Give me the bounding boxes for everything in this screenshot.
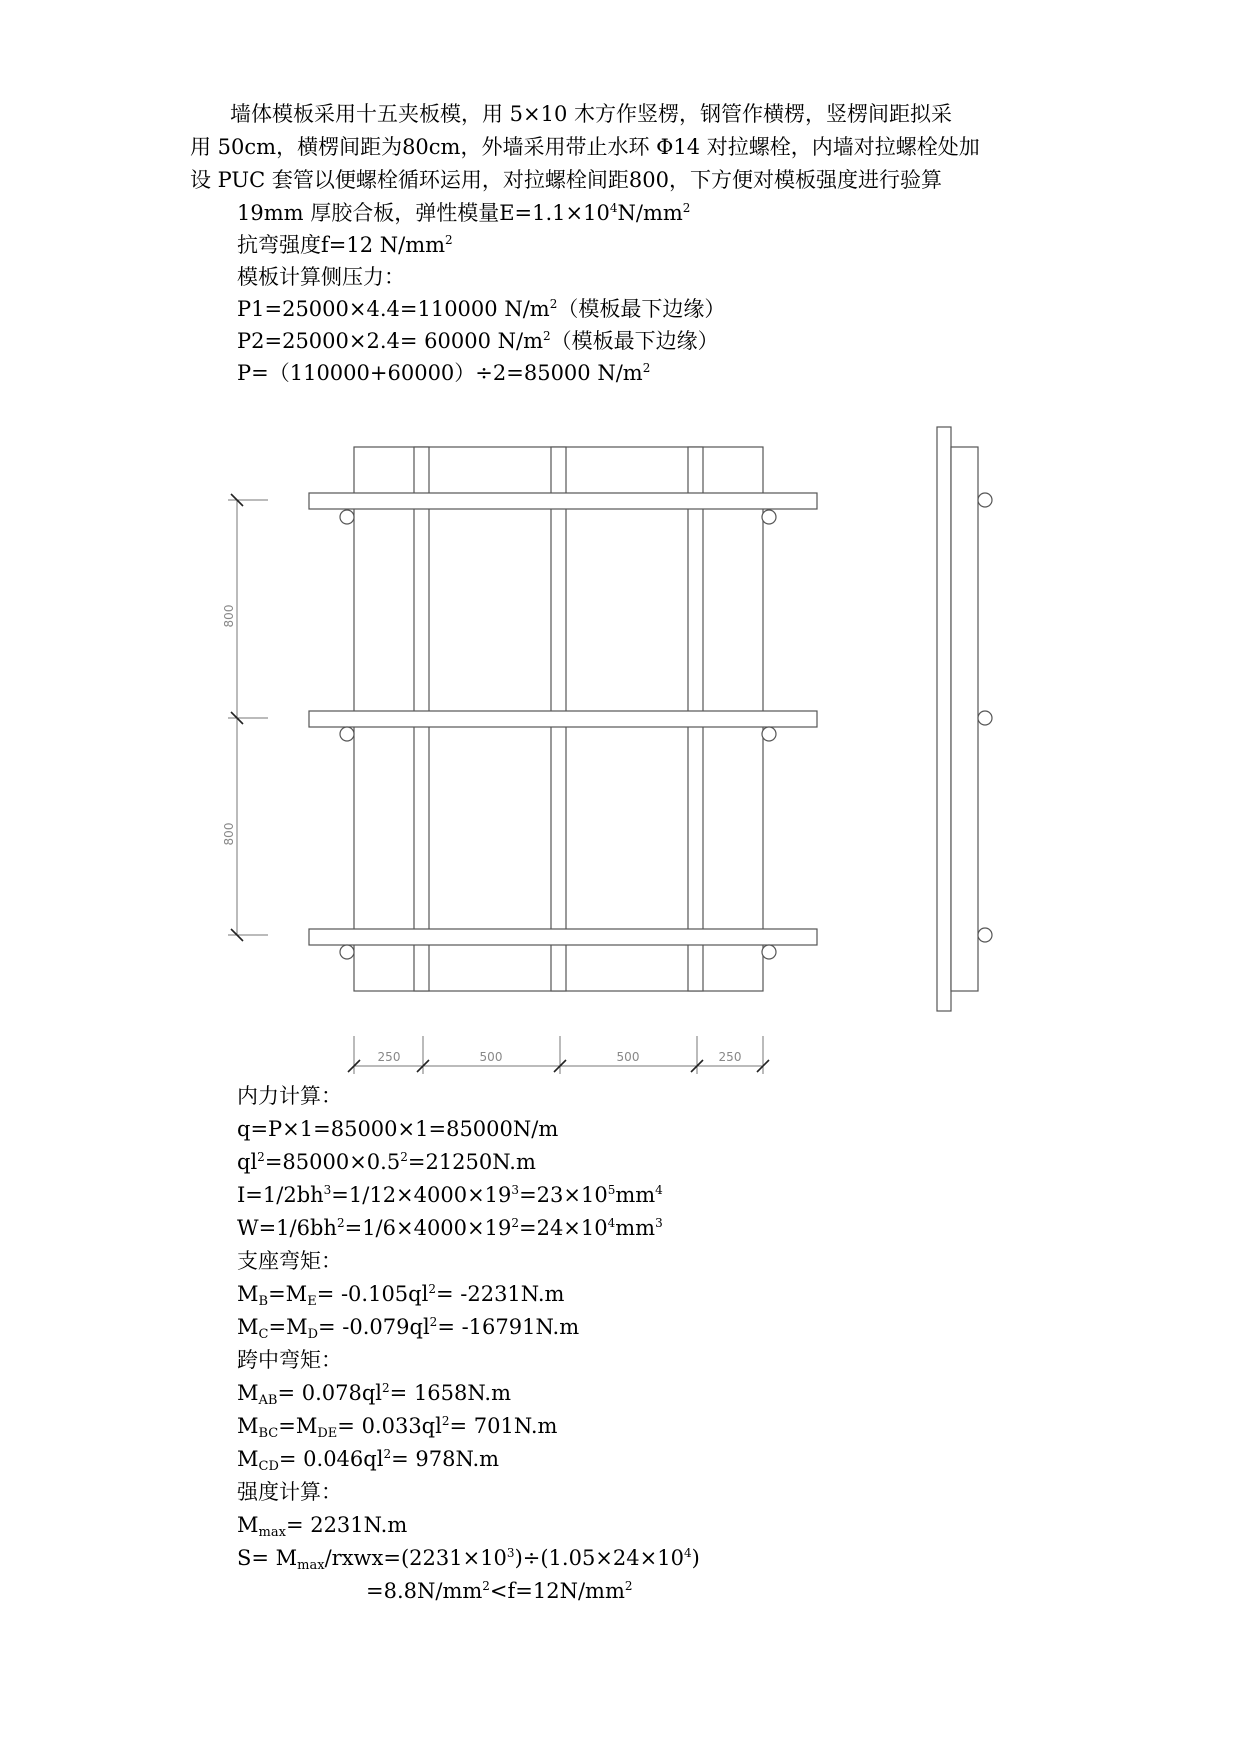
mb-me-formula: $M_B=M_E= -0.105ql^2= -2231N.m$ bbox=[237, 1282, 565, 1309]
inertia-formula: $I=1/2bh^3=1/12\times 4000\times 19^3=23\times 10^5mm^4$ bbox=[237, 1183, 663, 1207]
horizontal-waler bbox=[309, 493, 817, 509]
mmax-formula: $M_{max}= 2231N.m$ bbox=[237, 1513, 408, 1540]
horizontal-waler bbox=[309, 711, 817, 727]
dim-label-h2: 500 bbox=[479, 1050, 503, 1064]
tie-bolt bbox=[762, 510, 776, 524]
intro-line-2: 用 50cm，横楞间距为80cm，外墙采用带止水环 Φ14 对拉螺栓，内墙对拉螺栓处加 bbox=[190, 135, 980, 159]
formwork-drawing bbox=[0, 420, 1241, 1110]
strength-calc-title: 强度计算： bbox=[237, 1480, 342, 1504]
mcd-formula: $M_{CD}= 0.046ql^2= 978N.m$ bbox=[237, 1447, 500, 1474]
dim-label-vertical-bottom: 800 bbox=[222, 822, 236, 846]
tie-bolt bbox=[340, 945, 354, 959]
intro-paragraph bbox=[190, 98, 1070, 197]
side-tie-bolt bbox=[978, 493, 992, 507]
horizontal-dimension bbox=[348, 1036, 769, 1074]
horizontal-waler bbox=[309, 929, 817, 945]
stress-formula: $S= M_{max}/rxwx=(2231\times 10^3)\div(1.05\times 24\times 10^4)$ bbox=[237, 1546, 700, 1573]
side-tie-bolt bbox=[978, 711, 992, 725]
side-view-panel bbox=[951, 447, 978, 991]
side-tie-bolt bbox=[978, 928, 992, 942]
pressure-title: 模板计算侧压力： bbox=[237, 265, 405, 289]
q-formula: q=P×1=85000×1=85000N/m bbox=[237, 1117, 559, 1141]
mc-md-formula: $M_C=M_D= -0.079ql^2= -16791N.m$ bbox=[237, 1315, 580, 1342]
dim-label-h4: 250 bbox=[718, 1050, 742, 1064]
plywood-param: 19mm 厚胶合板，弹性模量$E=1.1\times 10^4N/mm^2$ bbox=[237, 201, 691, 225]
vertical-dimension bbox=[228, 494, 268, 941]
tie-bolt bbox=[340, 727, 354, 741]
section-modulus-formula: $W=1/6bh^2=1/6\times 4000\times 19^2=24\times 10^4mm^3$ bbox=[237, 1216, 663, 1240]
side-view-plank bbox=[937, 427, 951, 1011]
dim-label-h3: 500 bbox=[616, 1050, 640, 1064]
span-moment-title: 跨中弯矩： bbox=[237, 1348, 342, 1372]
intro-line-1: 墙体模板采用十五夹板模，用 5×10 木方作竖楞，钢管作横楞，竖楞间距拟采 bbox=[230, 102, 953, 126]
bending-strength: 抗弯强度f=12 $N/mm^2$ bbox=[237, 233, 453, 257]
dim-label-h1: 250 bbox=[377, 1050, 401, 1064]
internal-force-title: 内力计算： bbox=[237, 1084, 342, 1108]
intro-line-3: 设 PUC 套管以便螺栓循环运用，对拉螺栓间距800，下方便对模板强度进行验算 bbox=[190, 168, 942, 192]
tie-bolt bbox=[762, 727, 776, 741]
mab-formula: $M_{AB}= 0.078ql^2= 1658N.m$ bbox=[237, 1381, 512, 1408]
p1-formula: P1=25000×4.4=110000 $N/m^2$（模板最下边缘） bbox=[237, 297, 726, 321]
tie-bolt bbox=[340, 510, 354, 524]
dim-label-vertical-top: 800 bbox=[222, 604, 236, 628]
ql2-formula: $ql^2=85000\times 0.5^2=21250N.m$ bbox=[237, 1150, 536, 1174]
support-moment-title: 支座弯矩： bbox=[237, 1249, 342, 1273]
mbc-mde-formula: $M_{BC}=M_{DE}= 0.033ql^2= 701N.m$ bbox=[237, 1414, 558, 1441]
stress-result: $=8.8N/mm^2<f=12N/mm^2$ bbox=[366, 1579, 633, 1603]
tie-bolt bbox=[762, 945, 776, 959]
p2-formula: P2=25000×2.4= 60000 $N/m^2$（模板最下边缘） bbox=[237, 329, 719, 353]
p-formula: P=（110000+60000）÷2=85000 $N/m^2$ bbox=[237, 361, 651, 385]
